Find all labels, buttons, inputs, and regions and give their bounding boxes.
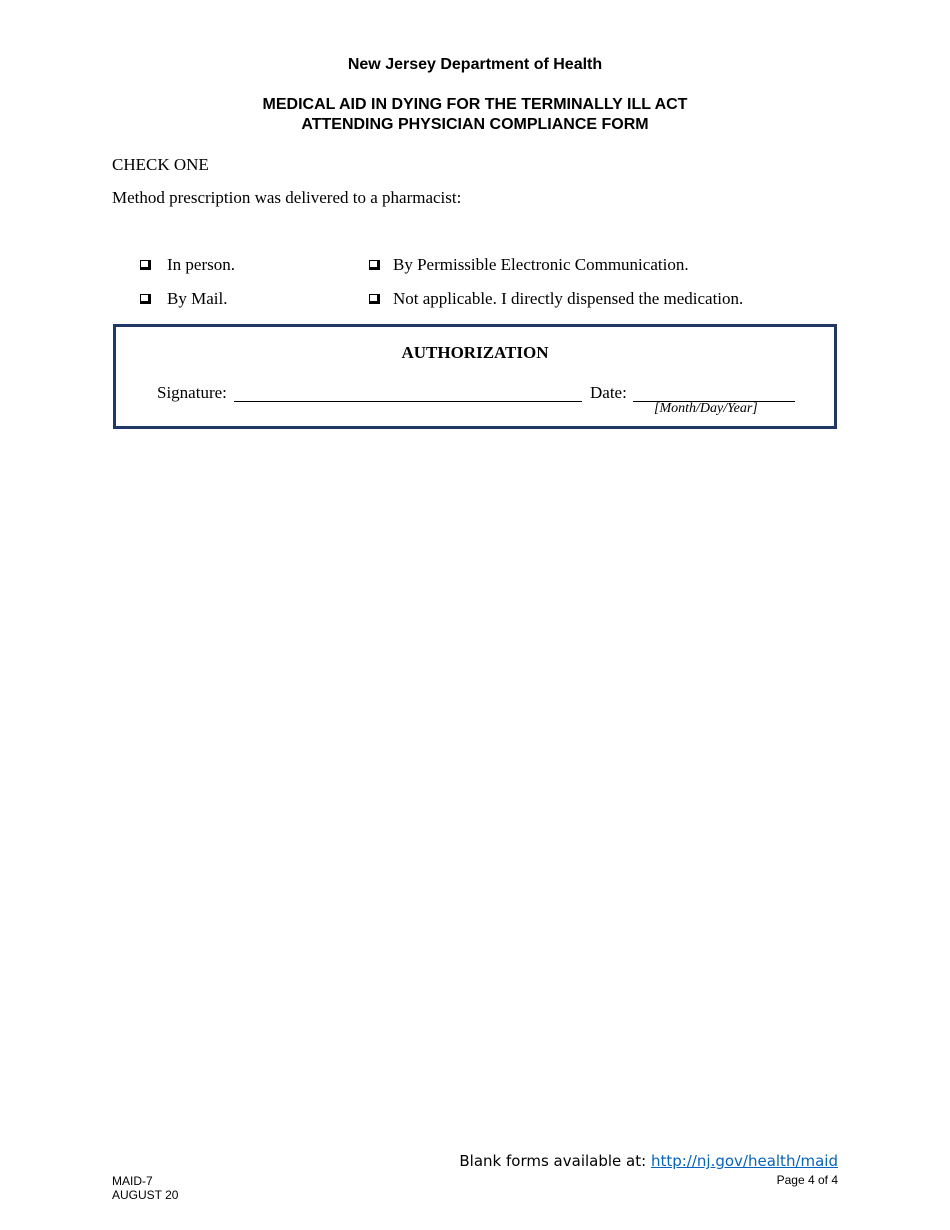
option-in-person[interactable]	[140, 255, 235, 275]
date-format-hint: [Month/Day/Year]	[654, 401, 758, 416]
blank-forms-text: Blank forms available at:	[459, 1152, 651, 1170]
authorization-box	[113, 324, 837, 429]
checkbox-icon[interactable]	[369, 260, 380, 270]
option-label: In person.	[167, 255, 235, 274]
date-label: Date:	[590, 383, 627, 402]
authorization-heading: AUTHORIZATION	[401, 343, 549, 362]
checkbox-icon[interactable]	[140, 294, 151, 304]
page-number: Page 4 of 4	[776, 1173, 838, 1187]
option-label: Not applicable. I directly dispensed the medication.	[393, 289, 744, 308]
blank-forms-notice	[459, 1152, 838, 1170]
delivery-method-question: Method prescription was delivered to a pharmacist:	[112, 188, 462, 207]
option-label: By Mail.	[167, 289, 228, 308]
form-title-line-2: ATTENDING PHYSICIAN COMPLIANCE FORM	[301, 116, 649, 133]
option-electronic-communication[interactable]	[369, 255, 689, 275]
agency-name: New Jersey Department of Health	[347, 56, 603, 73]
checkbox-icon[interactable]	[369, 294, 380, 304]
signature-label: Signature:	[157, 383, 227, 402]
option-label: By Permissible Electronic Communication.	[393, 255, 689, 274]
form-title-line-1: MEDICAL AID IN DYING FOR THE TERMINALLY ILL ACT	[262, 96, 688, 113]
option-not-applicable[interactable]	[369, 289, 743, 309]
form-revision: AUGUST 20	[112, 1188, 179, 1202]
option-by-mail[interactable]	[140, 289, 227, 309]
signature-field[interactable]	[234, 401, 582, 402]
check-one-instruction: CHECK ONE	[112, 155, 209, 174]
form-id: MAID-7	[112, 1174, 153, 1188]
checkbox-icon[interactable]	[140, 260, 151, 270]
form-identifier	[112, 1174, 178, 1202]
maid-forms-link[interactable]: http://nj.gov/health/maid	[650, 1152, 838, 1170]
